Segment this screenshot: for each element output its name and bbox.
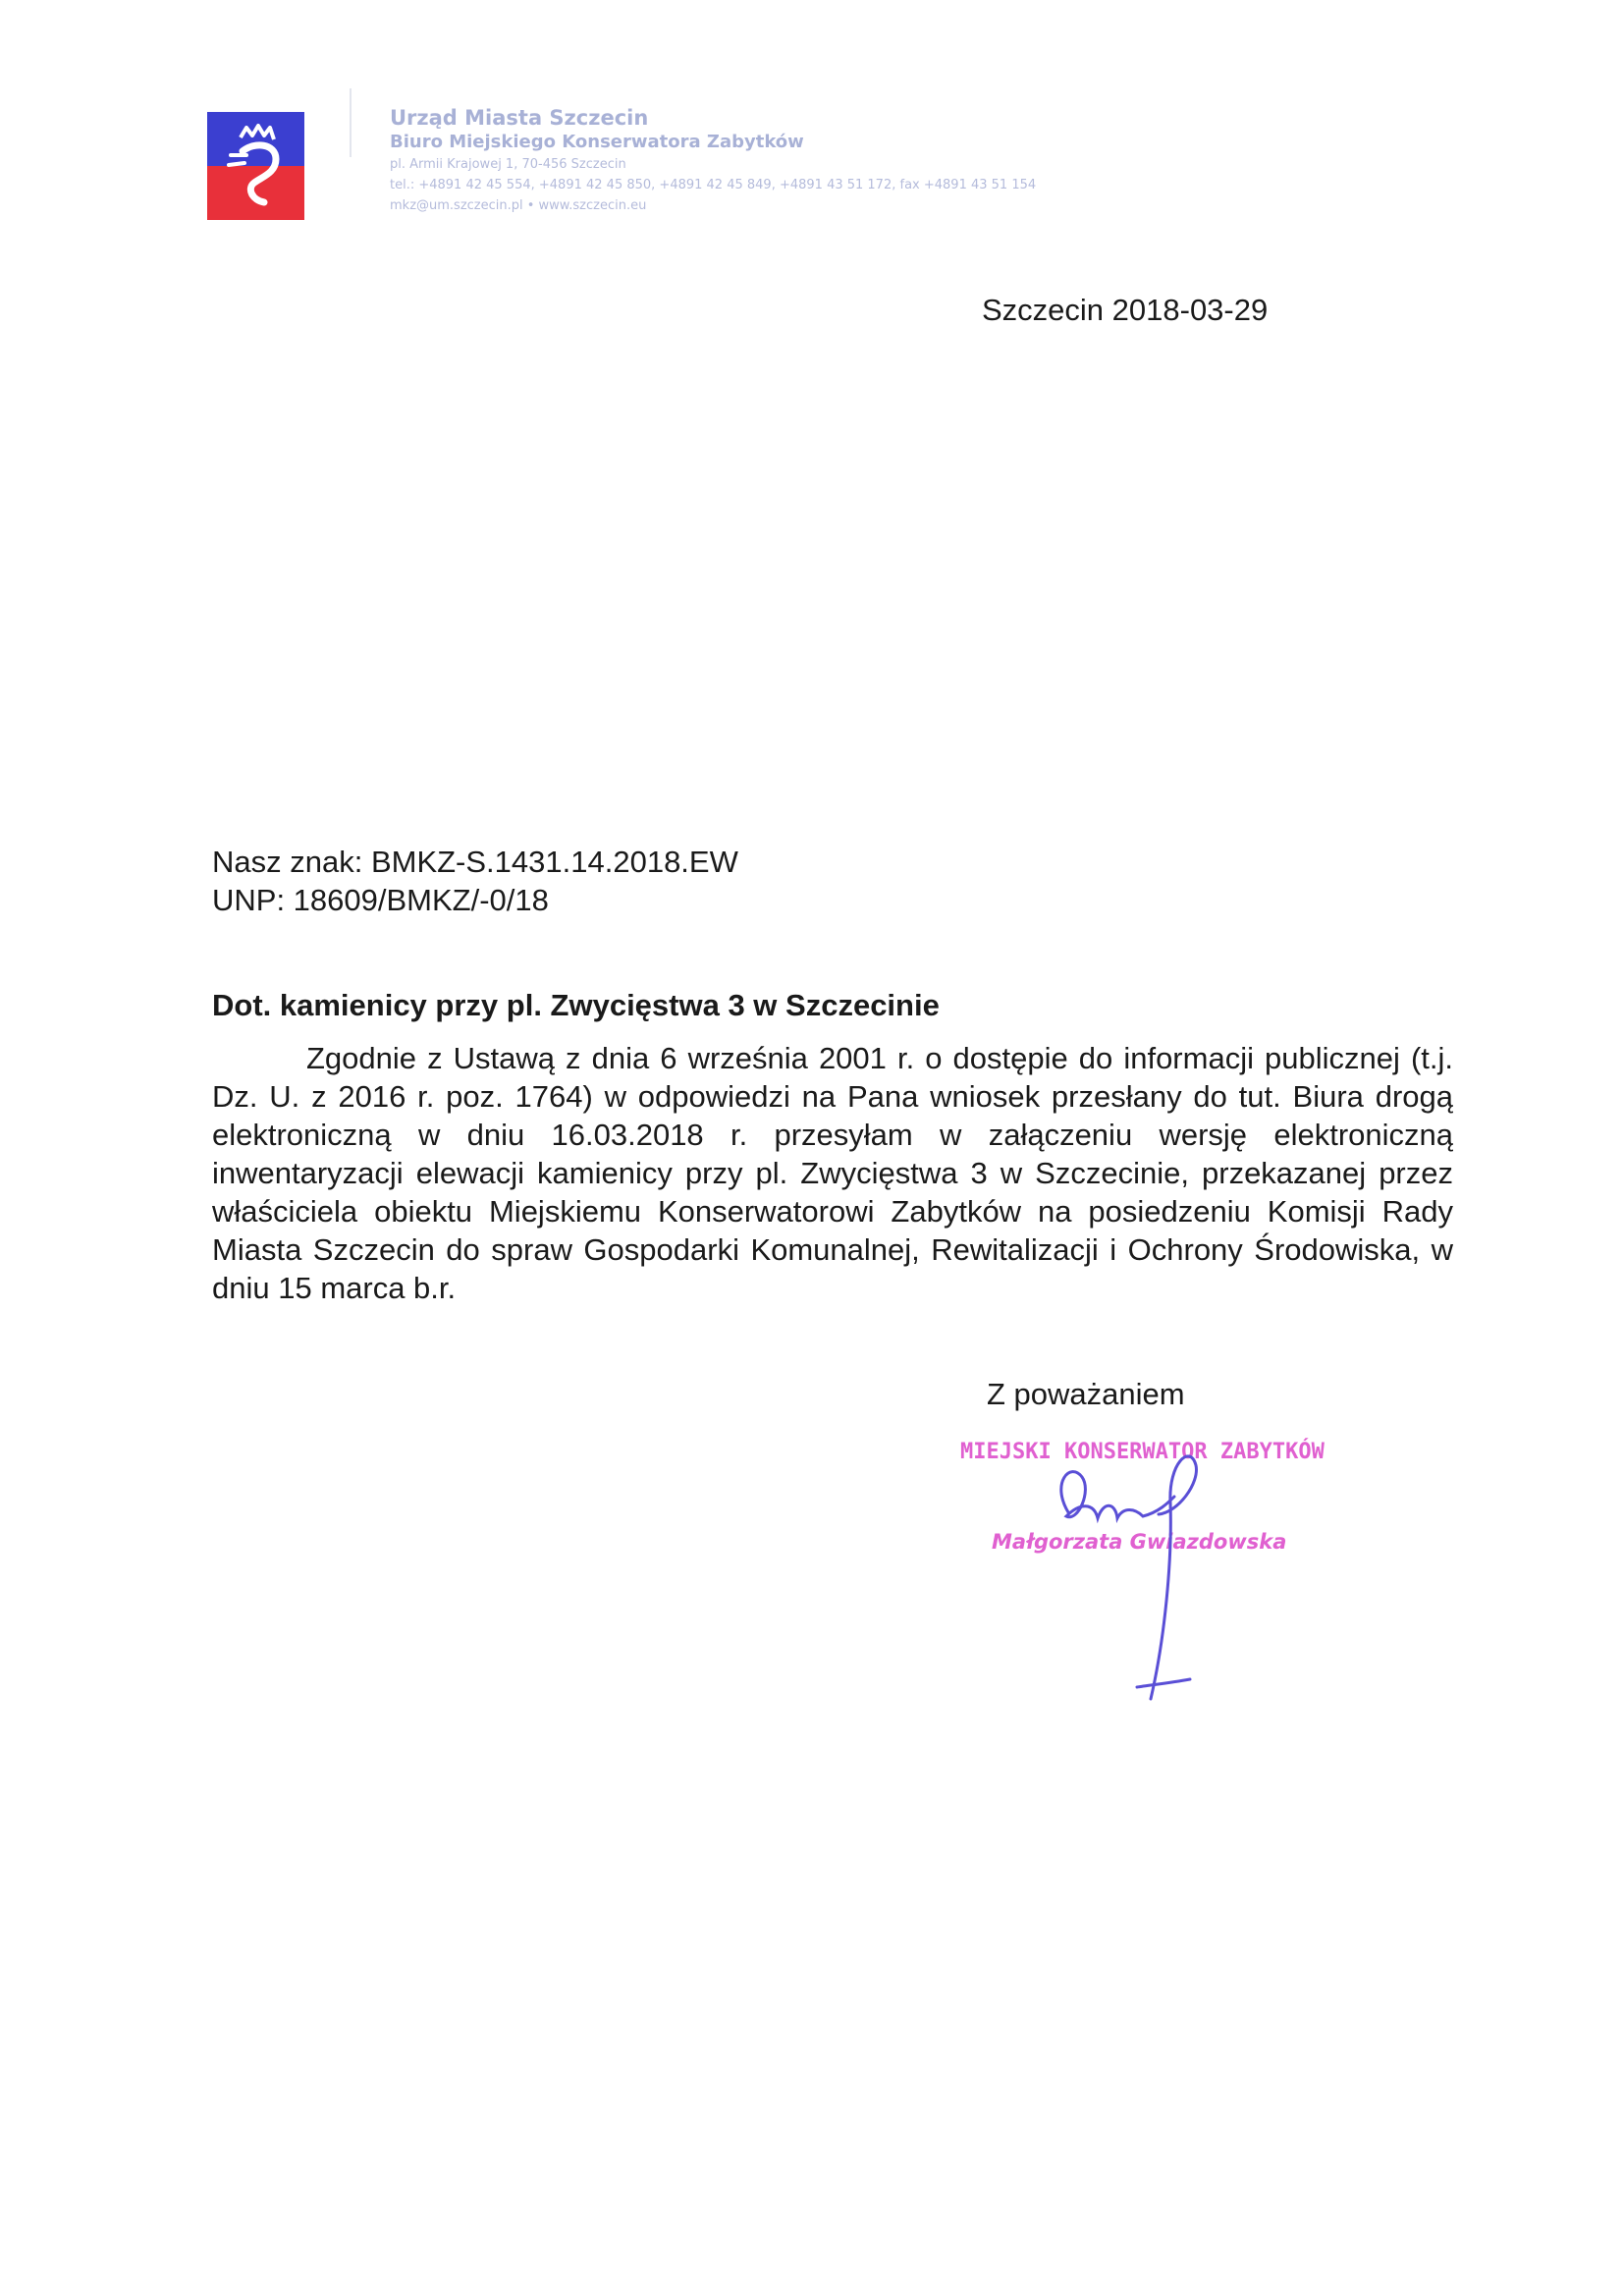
letter-body-text: Zgodnie z Ustawą z dnia 6 września 2001 r. o dostępie do informacji publicznej (t.j. Dz. U. z 2016 r. poz. 1764) w odpowiedzi na Pana wniosek przesłany do tut. Biura drogą elektroniczną w dniu 16.03.2018 r. przesyłam w załączeniu wersję elektroniczną inwentaryzacji elewacji kamienicy przy pl. Zwycięstwa 3 w Szczecinie, przekazanej przez właściciela obiektu Miejskiemu Konserwatorowi Zabytków na posiedzeniu Komisji Rady Miasta Szczecin do spraw Gospodarki Komunalnej, Rewitalizacji i Ochrony Środowiska, w dniu 15 marca b.r. — [212, 1041, 1453, 1305]
letterhead-phones: tel.: +4891 42 45 554, +4891 42 45 850, +4891 42 45 849, +4891 43 51 172, fax +4891 43 51 154 — [390, 178, 1037, 192]
letterhead-department: Biuro Miejskiego Konserwatora Zabytków — [390, 132, 804, 152]
handwritten-signature — [1021, 1444, 1257, 1738]
letterhead-org: Urząd Miasta Szczecin — [390, 106, 649, 130]
letterhead-address: pl. Armii Krajowej 1, 70-456 Szczecin — [390, 157, 626, 172]
unp-reference: UNP: 18609/BMKZ/-0/18 — [212, 883, 549, 917]
letter-body — [212, 1039, 1453, 1307]
letterhead-web: mkz@um.szczecin.pl • www.szczecin.eu — [390, 198, 647, 213]
letter-date: Szczecin 2018-03-29 — [982, 293, 1269, 327]
griffin-crest-icon — [207, 112, 304, 220]
stamp-name: Małgorzata Gwiazdowska — [992, 1530, 1287, 1554]
stamp-title: MIEJSKI KONSERWATOR ZABYTKÓW — [960, 1440, 1325, 1464]
letterhead — [390, 105, 1273, 216]
letter-subject: Dot. kamienicy przy pl. Zwycięstwa 3 w Szczecinie — [212, 988, 940, 1022]
letterhead-divider — [350, 88, 352, 157]
signature-icon — [1021, 1444, 1257, 1738]
city-logo — [207, 112, 304, 220]
reference-block — [212, 843, 738, 919]
our-reference: Nasz znak: BMKZ-S.1431.14.2018.EW — [212, 845, 738, 879]
closing-salutation: Z poważaniem — [987, 1377, 1185, 1411]
